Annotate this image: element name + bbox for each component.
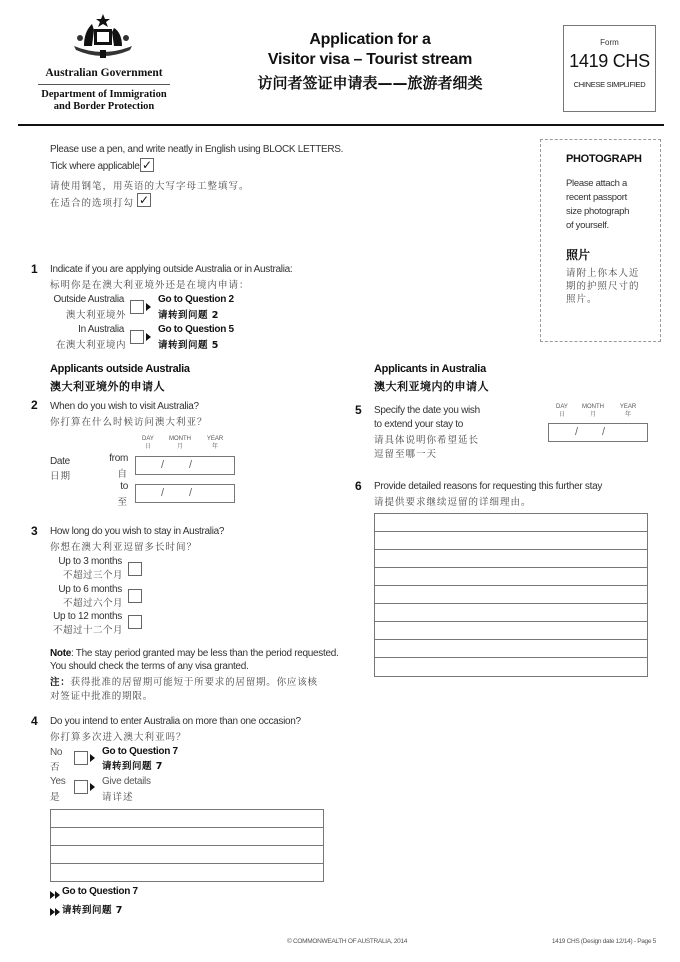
date-separator: /: [161, 459, 165, 471]
q3-12months-checkbox[interactable]: [128, 615, 142, 629]
day-label: DAY: [556, 404, 568, 410]
q5-text-2: to extend your stay to: [374, 419, 464, 430]
q2-to-label-cn: 至: [117, 497, 128, 508]
q6-reasons-textarea[interactable]: [374, 513, 648, 677]
q5-day-header: [552, 403, 572, 419]
month-label: MONTH: [582, 404, 604, 410]
section-outside-title: Applicants outside Australia: [50, 363, 190, 375]
q4-yes-goto: Give details: [102, 776, 151, 787]
coat-of-arms-icon: [70, 12, 136, 62]
q3-note-cn: [50, 674, 318, 688]
q5-date-input[interactable]: [548, 423, 648, 442]
q3-6months-checkbox[interactable]: [128, 589, 142, 603]
day-label-cn: 日: [144, 444, 151, 450]
photo-title: PHOTOGRAPH: [566, 153, 642, 165]
q6-text: Provide detailed reasons for requesting this further stay: [374, 481, 603, 492]
form-language: CHINESE SIMPLIFIED: [573, 80, 646, 89]
date-separator: /: [189, 487, 193, 499]
q3-option-6m-label: Up to 6 months: [58, 584, 122, 595]
q6-reasons-line[interactable]: [375, 568, 647, 586]
q3-number: 3: [31, 524, 38, 538]
date-separator: /: [575, 426, 579, 438]
q4-no-checkbox[interactable]: [74, 751, 88, 765]
dept-name-line2: and Border Protection: [53, 101, 155, 112]
q1-text-cn: 标明你是在澳大利亚境外还是在境内申请：: [50, 280, 250, 291]
arrow-right-icon: [90, 754, 95, 762]
q4-yes-goto-cn: 请详述: [102, 792, 134, 803]
page-title-cn: 访问者签证申请表——旅游者细类: [257, 74, 483, 92]
q2-from-label-cn: 自: [117, 469, 128, 480]
q3-note-label: Note: [50, 648, 72, 659]
q6-reasons-line[interactable]: [375, 640, 647, 658]
month-label: MONTH: [169, 436, 191, 442]
page-title-line1: Application for a: [309, 31, 431, 48]
q6-reasons-line[interactable]: [375, 550, 647, 568]
date-separator: /: [602, 426, 606, 438]
date-separator: /: [189, 459, 193, 471]
q1-option-outside-label: Outside Australia: [53, 294, 124, 305]
q6-reasons-line[interactable]: [375, 658, 647, 676]
q3-option-12m-label: Up to 12 months: [53, 611, 122, 622]
photo-text-cn-3: 照片。: [566, 294, 598, 305]
tick-example-box: ✓: [141, 158, 153, 172]
q2-to-label: to: [120, 481, 128, 492]
q6-reasons-line[interactable]: [375, 622, 647, 640]
q3-note-text2: You should check the terms of any visa granted.: [50, 661, 249, 672]
q3-option-3m-label-cn: 不超过三个月: [62, 570, 123, 581]
photograph-box[interactable]: [540, 139, 661, 342]
year-label: YEAR: [206, 436, 224, 442]
q2-from-label: from: [109, 453, 128, 464]
double-arrow-icon: [50, 887, 62, 897]
photo-text-cn-2: 期的护照尺寸的: [566, 281, 640, 292]
q3-note-label-cn: 注：: [50, 677, 71, 688]
year-label-cn: 年: [211, 444, 218, 450]
tick-example-box-cn: ✓: [138, 193, 150, 207]
q4-goto-cn: 请转到问题 7: [62, 905, 123, 916]
section-inside-title: Applicants in Australia: [374, 363, 486, 375]
q3-text: How long do you wish to stay in Australia?: [50, 526, 225, 537]
photo-text-4: of yourself.: [566, 220, 609, 231]
q2-text: When do you wish to visit Australia?: [50, 401, 199, 412]
day-label: DAY: [142, 436, 154, 442]
q1-outside-goto: Go to Question 2: [158, 294, 234, 305]
q6-reasons-line[interactable]: [375, 604, 647, 622]
q3-note-text-cn2: 对签证中批准的期限。: [50, 691, 154, 702]
arrow-right-icon: [146, 333, 151, 341]
photo-title-cn: 照片: [566, 248, 591, 262]
q4-details-line[interactable]: [51, 864, 323, 882]
form-id-box: [563, 25, 656, 112]
day-label-cn: 日: [558, 412, 565, 418]
q4-goto: Go to Question 7: [62, 886, 138, 897]
q2-date-label-cn: 日期: [50, 471, 72, 482]
q3-option-12m-label-cn: 不超过十二个月: [52, 625, 123, 636]
q5-month-header: [578, 403, 608, 419]
photo-text-2: recent passport: [566, 192, 627, 203]
header-rule: [18, 124, 664, 126]
form-number: 1419 CHS: [569, 51, 650, 71]
q6-reasons-line[interactable]: [375, 532, 647, 550]
q2-from-date-input[interactable]: [135, 456, 235, 475]
photo-text-3: size photograph: [566, 206, 630, 217]
month-label-cn: 月: [589, 412, 596, 418]
dept-name-line1: Department of Immigration: [41, 89, 167, 100]
q4-text: Do you intend to enter Australia on more than one occasion?: [50, 716, 301, 727]
arrow-right-icon: [90, 783, 95, 791]
q3-text-cn: 你想在澳大利亚逗留多长时间？: [50, 542, 198, 553]
instructions-text: Please use a pen, and write neatly in English using BLOCK LETTERS.: [50, 144, 344, 155]
photo-text-cn-1: 请附上你本人近: [566, 268, 640, 279]
photo-text-1: Please attach a: [566, 178, 627, 189]
q4-details-line[interactable]: [51, 846, 323, 864]
q2-to-date-input[interactable]: [135, 484, 235, 503]
month-label-cn: 月: [176, 444, 183, 450]
q6-reasons-line[interactable]: [375, 514, 647, 532]
footer-page-info: 1419 CHS (Design date 12/14) - Page 5: [551, 938, 656, 945]
q1-number: 1: [31, 262, 38, 276]
q2-day-header: [138, 435, 158, 451]
q1-inside-goto: Go to Question 5: [158, 324, 234, 335]
year-label: YEAR: [619, 404, 637, 410]
tick-label-cn: 在适合的选项打勾: [50, 198, 135, 209]
q3-note-text: : The stay period granted may be less than the period requested.: [71, 648, 339, 659]
q3-3months-checkbox[interactable]: [128, 562, 142, 576]
q5-text-cn-1: 请具体说明你希望延长: [374, 435, 480, 446]
q3-option-6m-label-cn: 不超过六个月: [62, 598, 123, 609]
q5-text-cn-2: 逗留至哪一天: [374, 449, 438, 460]
q4-details-textarea[interactable]: [50, 809, 324, 882]
q6-reasons-line[interactable]: [375, 586, 647, 604]
q4-no-goto-cn: 请转到问题 7: [102, 761, 163, 772]
q4-text-cn: 你打算多次进入澳大利亚吗？: [50, 732, 187, 743]
header-divider: [38, 84, 170, 85]
q1-text: Indicate if you are applying outside Australia or in Australia:: [50, 264, 293, 275]
q4-option-yes-label-cn: 是: [50, 792, 61, 803]
q3-option-3m-label: Up to 3 months: [58, 556, 122, 567]
q1-inside-goto-cn: 请转到问题 5: [158, 340, 219, 351]
q1-outside-goto-cn: 请转到问题 2: [158, 310, 219, 321]
q1-outside-checkbox[interactable]: [130, 300, 144, 314]
q6-number: 6: [355, 479, 362, 493]
q3-note-text-cn: 获得批准的居留期可能短于所要求的居留期。你应该核: [70, 677, 318, 688]
q1-inside-checkbox[interactable]: [130, 330, 144, 344]
section-outside-title-cn: 澳大利亚境外的申请人: [50, 380, 165, 393]
q4-option-yes-label: Yes: [50, 776, 66, 787]
q1-option-outside-label-cn: 澳大利亚境外: [65, 310, 126, 321]
q1-option-inside-label: In Australia: [78, 324, 124, 335]
q2-date-label: Date: [50, 456, 70, 467]
tick-label: Tick where applicable: [50, 161, 140, 172]
footer-copyright: © COMMONWEALTH OF AUSTRALIA, 2014: [287, 938, 408, 945]
q2-number: 2: [31, 398, 38, 412]
q2-month-header: [165, 435, 195, 451]
section-inside-title-cn: 澳大利亚境内的申请人: [374, 380, 489, 393]
date-separator: /: [161, 487, 165, 499]
gov-name: Australian Government: [45, 67, 163, 79]
q6-text-cn: 请提供要求继续逗留的详细理由。: [374, 497, 532, 508]
q5-number: 5: [355, 403, 362, 417]
q4-yes-checkbox[interactable]: [74, 780, 88, 794]
instructions-text-cn: 请使用钢笔，用英语的大写字母工整填写。: [50, 181, 250, 192]
double-arrow-icon: [50, 904, 62, 914]
q4-details-line[interactable]: [51, 828, 323, 846]
q4-option-no-label: No: [50, 747, 63, 758]
q5-text-1: Specify the date you wish: [374, 405, 480, 416]
year-label-cn: 年: [624, 412, 631, 418]
q4-no-goto: Go to Question 7: [102, 746, 178, 757]
q4-number: 4: [31, 714, 38, 728]
q4-details-line[interactable]: [51, 810, 323, 828]
q1-option-inside-label-cn: 在澳大利亚境内: [55, 340, 126, 351]
q3-note: [50, 647, 339, 660]
q4-option-no-label-cn: 否: [50, 762, 61, 773]
page-title-line2: Visitor visa – Tourist stream: [267, 51, 473, 68]
q2-text-cn: 你打算在什么时候访问澳大利亚？: [50, 417, 208, 428]
q2-year-header: [203, 435, 227, 451]
form-label: Form: [600, 38, 619, 47]
arrow-right-icon: [146, 303, 151, 311]
q5-year-header: [616, 403, 640, 419]
